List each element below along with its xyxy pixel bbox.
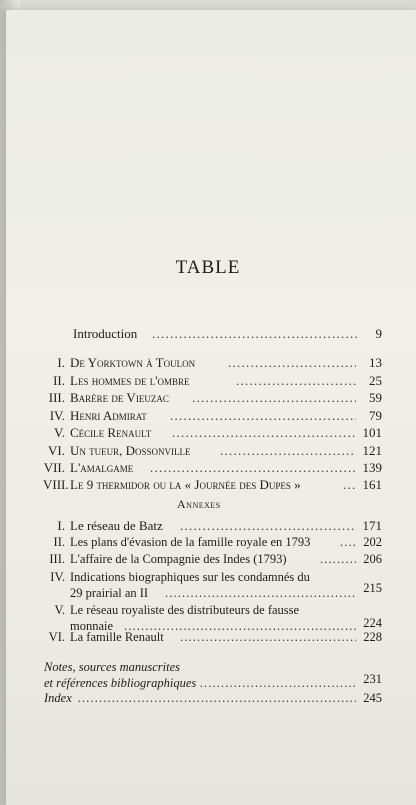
toc-num: VI. [48, 443, 65, 458]
leader-dots [320, 552, 356, 567]
toc-label: Les hommes de l'ombre [70, 373, 190, 388]
toc-label: Un tueur, Dossonville [70, 443, 191, 458]
toc-label: Le réseau royaliste des distributeurs de fausse [70, 603, 300, 617]
annexes-heading: Annexes [177, 497, 221, 511]
leader-dots [228, 355, 356, 370]
toc-page: 9 [375, 326, 382, 341]
leader-dots [152, 326, 357, 341]
toc-page: 202 [363, 535, 382, 549]
leader-dots [343, 477, 356, 492]
toc-num: IV. [50, 570, 65, 584]
toc-label: De Yorktown à Toulon [70, 355, 196, 370]
notes-label-line1: Notes, sources manuscrites [44, 660, 180, 674]
toc-label: L'affaire de la Compagnie des Indes (1793) [70, 552, 287, 566]
toc-num: V. [54, 603, 65, 617]
toc-label: Cécile Renault [70, 425, 152, 440]
toc-page: 121 [362, 443, 382, 458]
leader-dots [172, 425, 356, 440]
toc-page: 215 [363, 581, 382, 595]
toc-num: III. [49, 552, 65, 566]
leader-dots [165, 586, 356, 601]
toc-num: I. [57, 355, 65, 370]
toc-label: La famille Renault [70, 630, 164, 644]
toc-num: I. [57, 518, 65, 533]
toc-label: Barère de Vieuzac [70, 390, 169, 405]
toc-page: 101 [362, 425, 382, 440]
toc-label: L'amalgame [70, 460, 134, 475]
toc-num: IV. [49, 408, 65, 423]
leader-dots [220, 443, 356, 458]
leader-dots [340, 535, 356, 550]
toc-num: VI. [48, 630, 65, 644]
leader-dots [192, 390, 356, 405]
toc-num: V. [54, 425, 65, 440]
toc-num: VIII. [43, 477, 69, 492]
toc-page: 59 [369, 390, 382, 405]
toc-page: 79 [369, 408, 382, 423]
toc-num: II. [53, 535, 65, 549]
toc-label: Introduction [73, 326, 138, 341]
toc-label-continued: 29 prairial an II [70, 586, 149, 600]
leader-dots [180, 630, 356, 645]
toc-page: 228 [363, 630, 382, 644]
index-label: Index [44, 691, 72, 705]
toc-page: 245 [363, 691, 382, 705]
toc-label: Les plans d'évasion de la famille royale en 1793 [70, 535, 311, 549]
toc-page: 224 [363, 616, 382, 630]
toc-page: 13 [369, 355, 382, 370]
toc-num: III. [48, 390, 65, 405]
toc-page: 231 [363, 672, 382, 686]
toc-num: VII. [43, 460, 65, 475]
leader-dots [236, 373, 356, 388]
toc-label-continued: monnaie [70, 619, 114, 633]
leader-dots [170, 408, 356, 423]
toc-label: Le 9 thermidor ou la « Journée des Dupes » [70, 477, 301, 492]
leader-dots [78, 691, 356, 706]
toc-label: Le réseau de Batz [70, 518, 163, 533]
toc-page: 206 [363, 552, 382, 566]
toc-page: 161 [362, 477, 382, 492]
leader-dots [200, 676, 356, 691]
toc-label: Henri Admirat [70, 408, 147, 423]
leader-dots [150, 460, 356, 475]
toc-label: Indications biographiques sur les condamnés du [70, 570, 310, 584]
toc-page: 139 [362, 460, 382, 475]
toc-page: 25 [369, 373, 382, 388]
leader-dots [180, 518, 356, 533]
notes-label-line2: et références bibliographiques [44, 676, 197, 690]
toc-page: 171 [362, 518, 382, 533]
page-title: TABLE [175, 257, 241, 278]
toc-num: II. [53, 373, 65, 388]
